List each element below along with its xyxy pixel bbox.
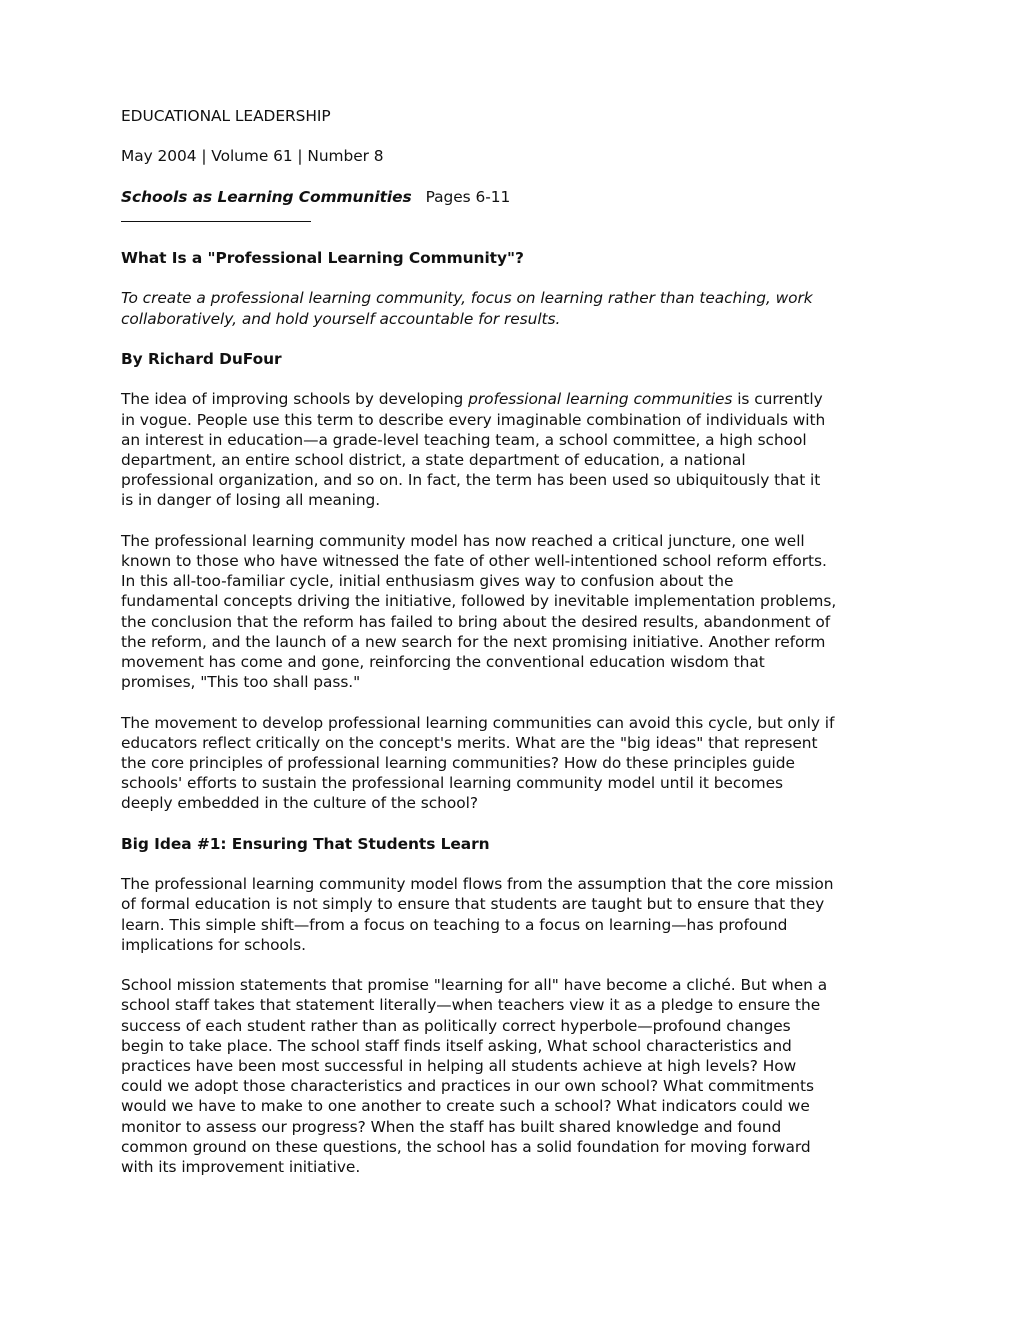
article-title: What Is a "Professional Learning Community"?	[121, 248, 524, 267]
emphasis-term: professional learning communities	[468, 390, 733, 409]
issue-theme-line	[121, 187, 911, 207]
paragraph-4: The professional learning community model flows from the assumption that the core mission of formal education is not simply to ensure that students are taught but to ensure that they learn. This simple shift—from a focus on teaching to a focus on learning—has profound implications for schools.	[121, 875, 834, 954]
paragraph-3: The movement to develop professional learning communities can avoid this cycle, but only if educators reflect critically on the concept's merits. What are the "big ideas" that represent the core principles of professional learning communities? How do these principles guide schools' efforts to sustain the professional learning community model until it becomes deeply embedded in the culture of the school?	[121, 713, 835, 813]
section-heading: Big Idea #1: Ensuring That Students Learn	[121, 834, 490, 853]
divider-rule	[121, 207, 311, 222]
publication-name: EDUCATIONAL LEADERSHIP	[121, 107, 331, 125]
issue-theme: Schools as Learning Communities	[121, 187, 412, 206]
page-range: Pages 6-11	[425, 187, 511, 206]
byline: By Richard DuFour	[121, 349, 282, 368]
document-page	[121, 106, 911, 1177]
paragraph-5: School mission statements that promise "learning for all" have become a cliché. But when a school staff takes that statement literally—when teachers view it as a pledge to ensure the success of each student rather than as politically correct hyperbole—profound changes begin to take place. The school staff finds itself asking, What school characteristics and practices have been most successful in helping all students achieve at high levels? How could we adopt those characteristics and practices in our own school? What commitments would we have to make to one another to create such a school? What indicators could we monitor to assess our progress? When the staff has built shared knowledge and found common ground on these questions, the school has a solid foundation for moving forward with its improvement initiative.	[121, 976, 828, 1176]
issue-info: May 2004 | Volume 61 | Number 8	[121, 147, 384, 166]
article-deck: To create a professional learning community, focus on learning rather than teaching, work collaboratively, and hold yourself accountable for results.	[121, 289, 813, 328]
paragraph-2: The professional learning community model has now reached a critical juncture, one well known to those who have witnessed the fate of other well-intentioned school reform efforts. In this all-too-familiar cycle, initial enthusiasm gives way to confusion about the fundamental concepts driving the initiative, followed by inevitable implementation problems, the conclusion that the reform has failed to bring about the desired results, abandonment of the reform, and the launch of a new search for the next promising initiative. Another reform movement has come and gone, reinforcing the conventional education wisdom that promises, "This too shall pass."	[121, 531, 837, 692]
paragraph-1: The idea of improving schools by developing professional learning communities is currently in vogue. People use this term to describe every imaginable combination of individuals with an interest in education—a grade-level teaching team, a school committee, a high school department, an entire school district, a state department of education, a national professional organization, and so on. In fact, the term has been used so ubiquitously that it is in danger of losing all meaning.	[121, 390, 826, 510]
